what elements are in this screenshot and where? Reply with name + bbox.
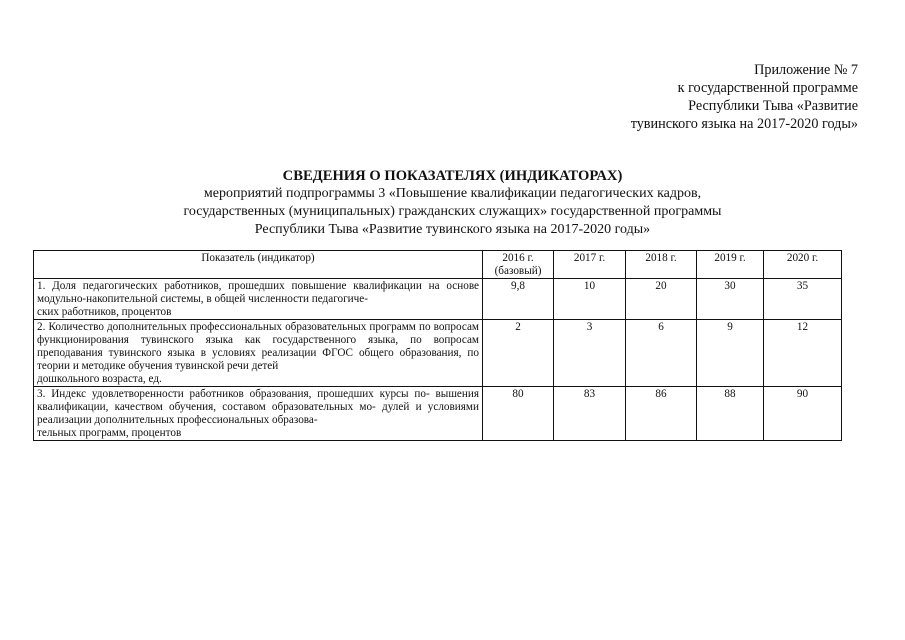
value-2019: 30	[697, 279, 764, 320]
table-row	[34, 320, 842, 387]
value-2017: 83	[554, 387, 626, 441]
header-year-2018: 2018 г.	[626, 251, 697, 279]
appendix-line: Приложение № 7	[754, 62, 858, 78]
header-year: 2016 г.	[502, 252, 534, 264]
document-heading	[0, 167, 905, 239]
appendix-line: Республики Тыва «Развитие	[688, 98, 858, 114]
value-2018: 86	[626, 387, 697, 441]
indicator-name-line: ских работников, процентов	[37, 306, 172, 318]
value-2020: 35	[764, 279, 842, 320]
indicator-name-line: 3. Индекс удовлетворенности работников образования, прошедших курсы по-	[37, 388, 430, 400]
document-title: СВЕДЕНИЯ О ПОКАЗАТЕЛЯХ (ИНДИКАТОРАХ)	[282, 168, 623, 184]
header-indicator: Показатель (индикатор)	[34, 251, 483, 279]
table-row	[34, 387, 842, 441]
indicator-name-line: вышения квалификации, качеством обучения, составом образовательных мо-	[37, 388, 480, 413]
indicator-name-line: дошкольного возраста, ед.	[37, 373, 162, 385]
indicators-table	[33, 250, 842, 441]
indicator-name-line: 2. Количество дополнительных профессиональных образовательных программ	[37, 321, 416, 333]
indicator-name	[34, 279, 483, 320]
indicator-name-line: дулей и условиями реализации дополнительных профессиональных образова-	[37, 401, 479, 426]
value-2016: 80	[483, 387, 554, 441]
header-year-2016	[483, 251, 554, 279]
subtitle-line: Республики Тыва «Развитие тувинского языка на 2017-2020 годы»	[254, 222, 651, 237]
indicator-name-line: основе модульно-накопительной системы, в общей численности педагогиче-	[37, 280, 480, 305]
value-2020: 90	[764, 387, 842, 441]
appendix-note	[631, 61, 858, 133]
value-2020: 12	[764, 320, 842, 387]
appendix-line: к государственной программе	[677, 80, 858, 96]
value-2017: 3	[554, 320, 626, 387]
value-2018: 6	[626, 320, 697, 387]
indicator-name-line: 1. Доля педагогических работников, прошедших повышение квалификации на	[37, 280, 440, 292]
value-2016: 2	[483, 320, 554, 387]
header-year-2020: 2020 г.	[764, 251, 842, 279]
value-2018: 20	[626, 279, 697, 320]
header-year-2017: 2017 г.	[554, 251, 626, 279]
subtitle-line: мероприятий подпрограммы 3 «Повышение квалификации педагогических кадров,	[203, 186, 702, 201]
indicator-name	[34, 320, 483, 387]
indicator-name-line: по вопросам функционирования тувинского языка как государственного языка,	[37, 321, 480, 346]
value-2019: 88	[697, 387, 764, 441]
indicator-name-line: общего образования, по теории и методике обучения тувинской речи детей	[37, 347, 480, 372]
appendix-line: тувинского языка на 2017-2020 годы»	[630, 116, 858, 132]
indicator-name	[34, 387, 483, 441]
value-2016: 9,8	[483, 279, 554, 320]
table-row	[34, 279, 842, 320]
value-2017: 10	[554, 279, 626, 320]
header-year-note: (базовый)	[494, 265, 542, 277]
header-year-2019: 2019 г.	[697, 251, 764, 279]
indicator-name-line: тельных программ, процентов	[37, 427, 182, 439]
value-2019: 9	[697, 320, 764, 387]
subtitle-line: государственных (муниципальных) гражданских служащих» государственной программы	[183, 204, 722, 219]
table-header-row	[34, 251, 842, 279]
indicator-name-line: по вопросам преподавания тувинского языка в условиях реализации ФГОС	[37, 334, 479, 359]
